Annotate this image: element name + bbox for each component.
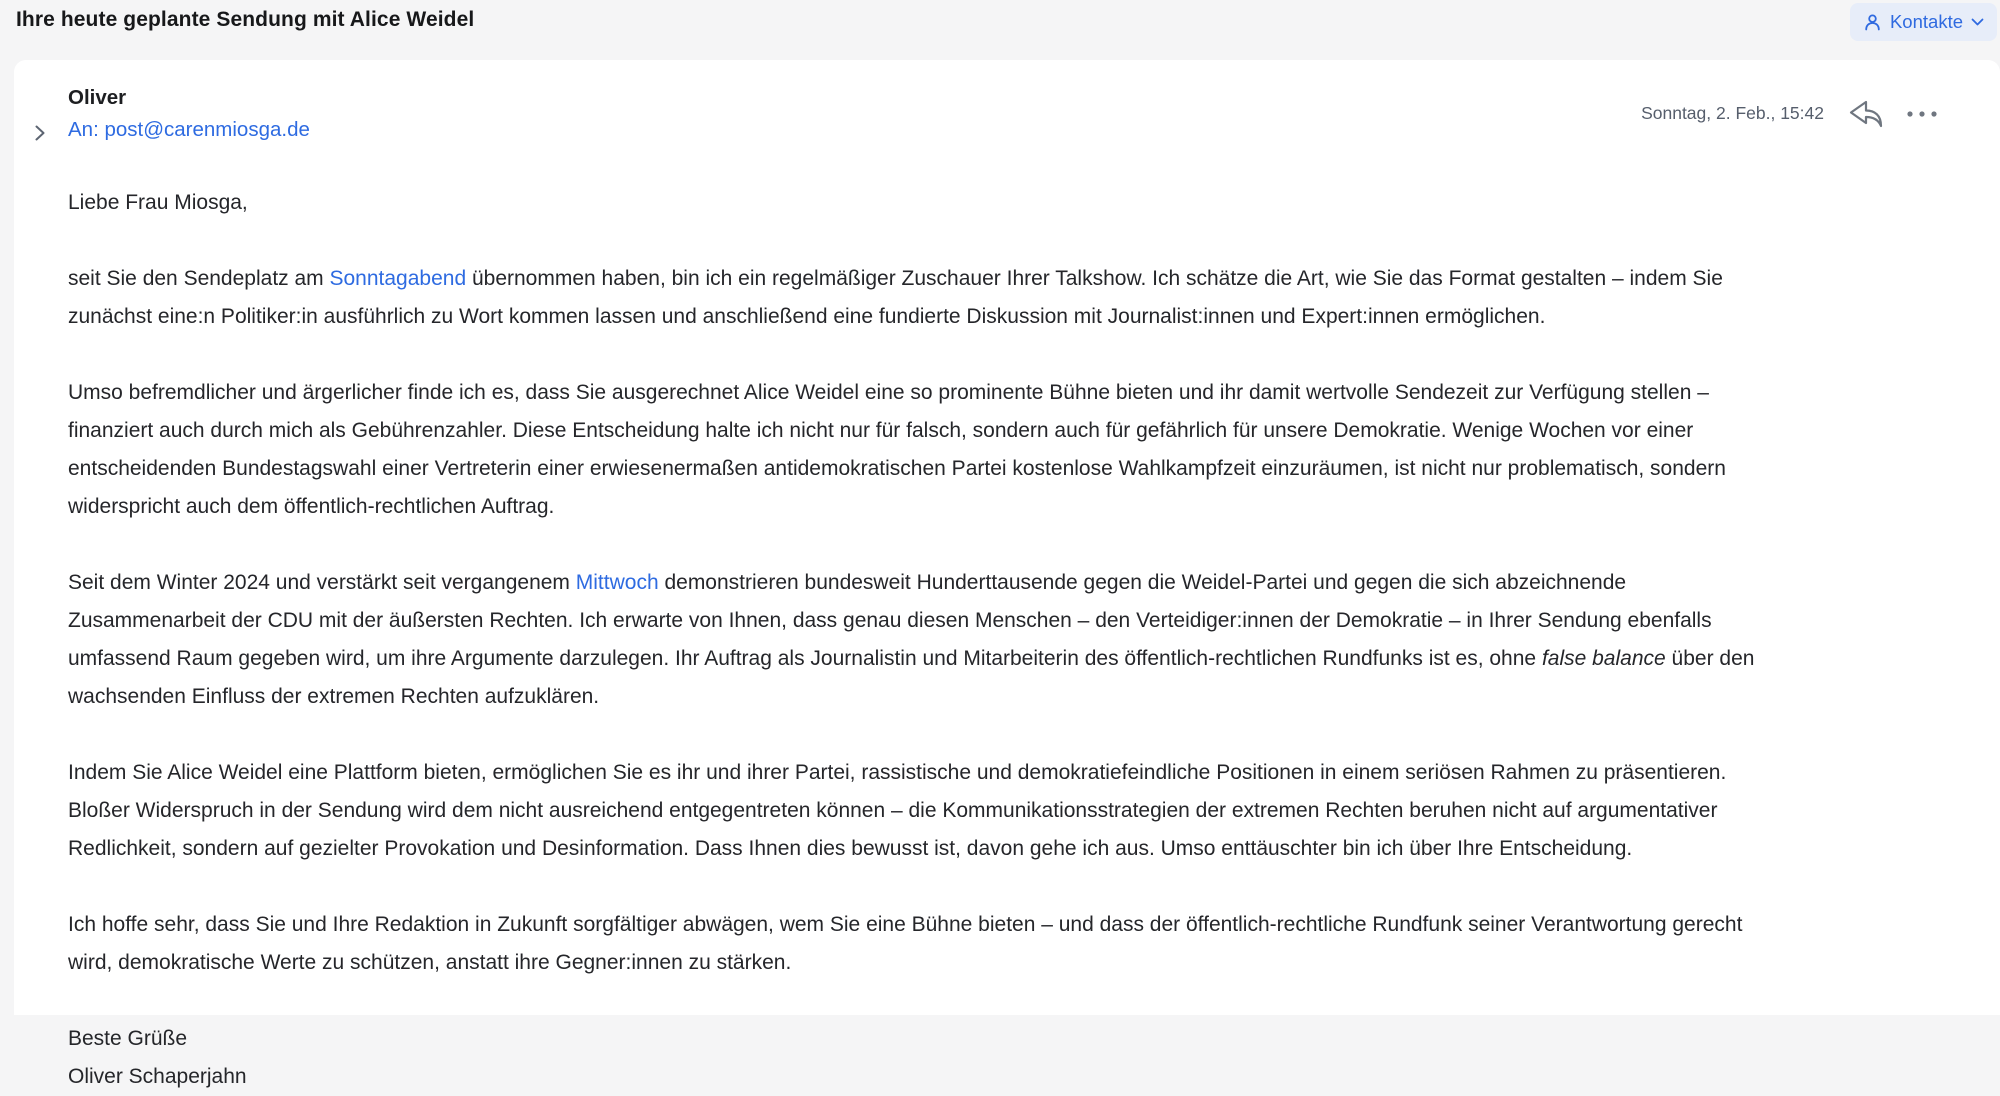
email-body-paragraph bbox=[68, 906, 1768, 982]
email-body-paragraph bbox=[68, 564, 1768, 716]
body-text: demonstrieren bundesweit Hunderttausende gegen die Weidel-Partei und gegen die sich abzeichnende Zusammenarbeit der CDU mit der äußersten Rechten. Ich erwarte von Ihnen, dass genau diesen Menschen – den Verteidiger:innen der Demokratie – in Ihrer Sendung ebenfalls umfassend Raum gegeben wird, um ihre Argumente darzulegen. Ihr Auftrag als Journalistin und Mitarbeiterin des öffentlich-rechtlichen Rundfunks ist es, ohne bbox=[68, 571, 1712, 670]
email-body-paragraph bbox=[68, 374, 1768, 526]
reply-button[interactable] bbox=[1844, 98, 1884, 129]
sender-name: Oliver bbox=[68, 86, 310, 110]
body-text: Indem Sie Alice Weidel eine Plattform bieten, ermöglichen Sie es ihr und ihrer Partei, rassistische und demokratiefeindliche Positionen in einem seriösen Rahmen zu präsentieren. Bloßer Widerspruch in der Sendung wird dem nicht ausreichend entgegentreten können – die Kommunikationsstrategien der extremen Rechten beruhen nicht auf argumentativer Redlichkeit, sondern auf gezielter Provokation und Desinformation. Dass Ihnen dies bewusst ist, davon gehe ich aus. Umso enttäuschter bin ich über Ihre Entscheidung. bbox=[68, 761, 1726, 860]
inline-link[interactable]: Sonntagabend bbox=[330, 267, 467, 290]
more-options-button[interactable] bbox=[1904, 109, 1940, 119]
italic-text: false balance bbox=[1542, 647, 1666, 670]
body-text: Beste Grüße bbox=[68, 1027, 187, 1050]
email-date: Sonntag, 2. Feb., 15:42 bbox=[1641, 103, 1824, 124]
expand-chevron-right-icon[interactable] bbox=[34, 124, 52, 142]
body-text: Ich hoffe sehr, dass Sie und Ihre Redaktion in Zukunft sorgfältiger abwägen, wem Sie eine Bühne bieten – und dass der öffentlich-rechtliche Rundfunk seiner Verantwortung gerecht wird, demokratische Werte zu schützen, anstatt ihre Gegner:innen zu stärken. bbox=[68, 913, 1742, 974]
page-title: Ihre heute geplante Sendung mit Alice Weidel bbox=[16, 8, 2000, 32]
email-body bbox=[68, 184, 1768, 1096]
body-text: seit Sie den Sendeplatz am bbox=[68, 267, 330, 290]
email-card bbox=[14, 60, 2000, 1015]
body-text: über den wachsenden Einfluss der extremen Rechten aufzuklären. bbox=[68, 647, 1754, 708]
contacts-button[interactable] bbox=[1850, 3, 1997, 41]
email-body-paragraph bbox=[68, 1020, 1768, 1096]
chevron-down-icon bbox=[1971, 18, 1984, 27]
body-text: Liebe Frau Miosga, bbox=[68, 191, 248, 214]
body-text: Umso befremdlicher und ärgerlicher finde ich es, dass Sie ausgerechnet Alice Weidel eine so prominente Bühne bieten und ihr damit wertvolle Sendezeit zur Verfügung stellen – finanziert auch durch mich als Gebührenzahler. Diese Entscheidung halte ich nicht nur für falsch, sondern auch für gefährlich für unsere Demokratie. Wenige Wochen vor einer entscheidenden Bundestagswahl einer Vertreterin einer erwiesenermaßen antidemokratischen Partei kostenlose Wahlkampfzeit einzuräumen, ist nicht nur problematisch, sondern widerspricht auch dem öffentlich-rechtlichen Auftrag. bbox=[68, 381, 1726, 518]
inline-link[interactable]: Mittwoch bbox=[576, 571, 659, 594]
reply-arrow-icon bbox=[1844, 98, 1884, 129]
ellipsis-icon bbox=[1904, 109, 1940, 119]
body-text: übernommen haben, bin ich ein regelmäßiger Zuschauer Ihrer Talkshow. Ich schätze die Art, wie Sie das Format gestalten – indem Sie zunächst eine:n Politiker:in ausführlich zu Wort kommen lassen und anschließend eine fundierte Diskussion mit Journalist:innen und Expert:innen ermöglichen. bbox=[68, 267, 1723, 328]
email-header bbox=[68, 86, 1940, 142]
person-icon bbox=[1863, 13, 1882, 32]
email-body-paragraph bbox=[68, 260, 1768, 336]
email-body-paragraph bbox=[68, 184, 1768, 222]
email-body-paragraph bbox=[68, 754, 1768, 868]
recipient-link[interactable]: An: post@carenmiosga.de bbox=[68, 118, 310, 142]
body-text: Seit dem Winter 2024 und verstärkt seit vergangenem bbox=[68, 571, 576, 594]
contacts-button-label: Kontakte bbox=[1890, 11, 1963, 33]
top-bar bbox=[0, 0, 2000, 60]
body-text: Oliver Schaperjahn bbox=[68, 1065, 247, 1088]
